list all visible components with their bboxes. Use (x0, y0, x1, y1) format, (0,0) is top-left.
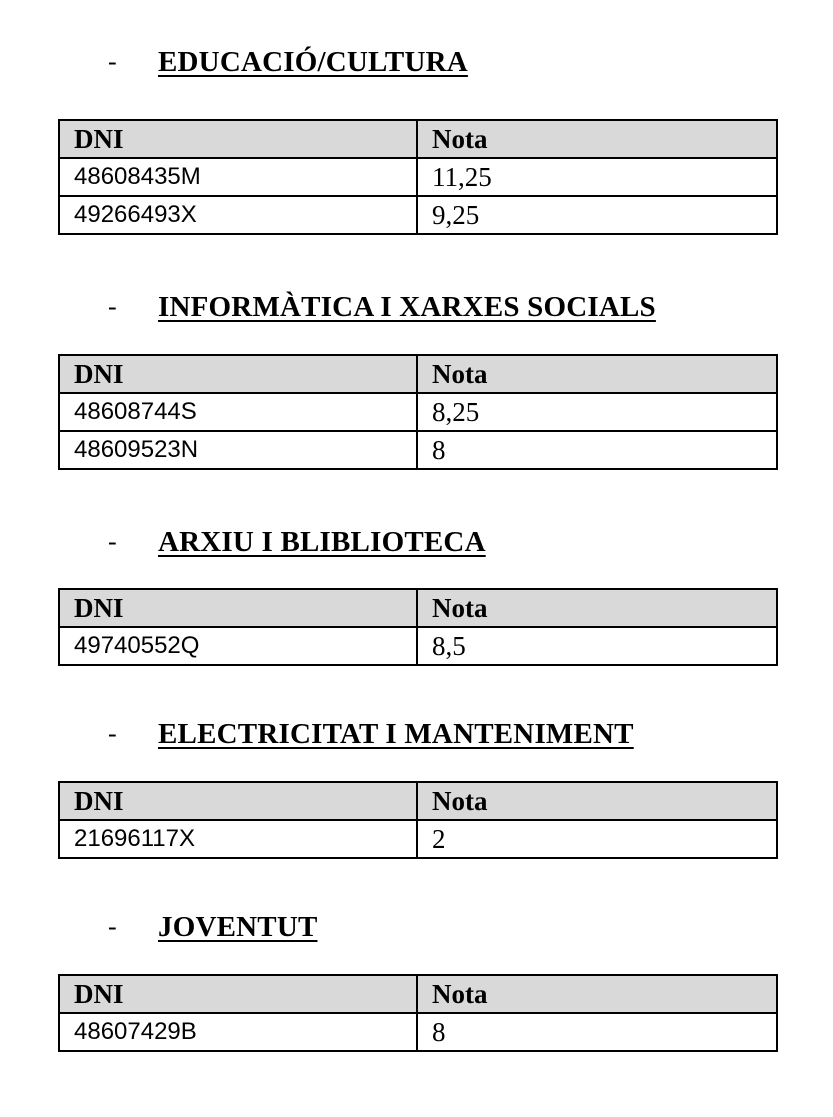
bullet-dash: - (108, 527, 117, 556)
section-heading-informatica (0, 287, 833, 327)
table-row (59, 158, 777, 196)
section-heading-arxiu (0, 522, 833, 562)
cell-nota: 11,25 (417, 158, 777, 196)
section-title: ARXIU I BLIBLIOTECA (158, 526, 486, 558)
section-heading-joventut (0, 907, 833, 947)
header-nota: Nota (417, 975, 777, 1013)
table-header-row (59, 975, 777, 1013)
cell-nota: 8 (417, 431, 777, 469)
cell-dni: 48607429B (59, 1013, 417, 1051)
table-row (59, 820, 777, 858)
cell-nota: 8 (417, 1013, 777, 1051)
cell-dni: 49266493X (59, 196, 417, 234)
section-heading-electricitat (0, 714, 833, 754)
section-heading-educacio-cultura (0, 42, 833, 82)
cell-dni: 48609523N (59, 431, 417, 469)
grades-table-joventut (58, 974, 778, 1052)
header-dni: DNI (59, 120, 417, 158)
header-nota: Nota (417, 120, 777, 158)
cell-nota: 2 (417, 820, 777, 858)
grades-table-arxiu (58, 588, 778, 666)
grades-table-electricitat (58, 781, 778, 859)
section-title: INFORMÀTICA I XARXES SOCIALS (158, 291, 656, 323)
table-row (59, 196, 777, 234)
section-title: JOVENTUT (158, 911, 318, 943)
bullet-dash: - (108, 719, 117, 748)
table-row (59, 627, 777, 665)
cell-nota: 8,25 (417, 393, 777, 431)
section-title: ELECTRICITAT I MANTENIMENT (158, 718, 634, 750)
table-header-row (59, 589, 777, 627)
cell-nota: 8,5 (417, 627, 777, 665)
table-row (59, 431, 777, 469)
header-nota: Nota (417, 782, 777, 820)
cell-nota: 9,25 (417, 196, 777, 234)
cell-dni: 21696117X (59, 820, 417, 858)
header-nota: Nota (417, 355, 777, 393)
cell-dni: 49740552Q (59, 627, 417, 665)
grades-table-informatica (58, 354, 778, 470)
grades-table-educacio-cultura (58, 119, 778, 235)
bullet-dash: - (108, 292, 117, 321)
header-dni: DNI (59, 782, 417, 820)
header-dni: DNI (59, 975, 417, 1013)
table-row (59, 393, 777, 431)
header-dni: DNI (59, 589, 417, 627)
table-header-row (59, 355, 777, 393)
bullet-dash: - (108, 47, 117, 76)
cell-dni: 48608744S (59, 393, 417, 431)
bullet-dash: - (108, 912, 117, 941)
table-row (59, 1013, 777, 1051)
header-dni: DNI (59, 355, 417, 393)
section-title: EDUCACIÓ/CULTURA (158, 46, 468, 78)
header-nota: Nota (417, 589, 777, 627)
table-header-row (59, 782, 777, 820)
table-header-row (59, 120, 777, 158)
cell-dni: 48608435M (59, 158, 417, 196)
